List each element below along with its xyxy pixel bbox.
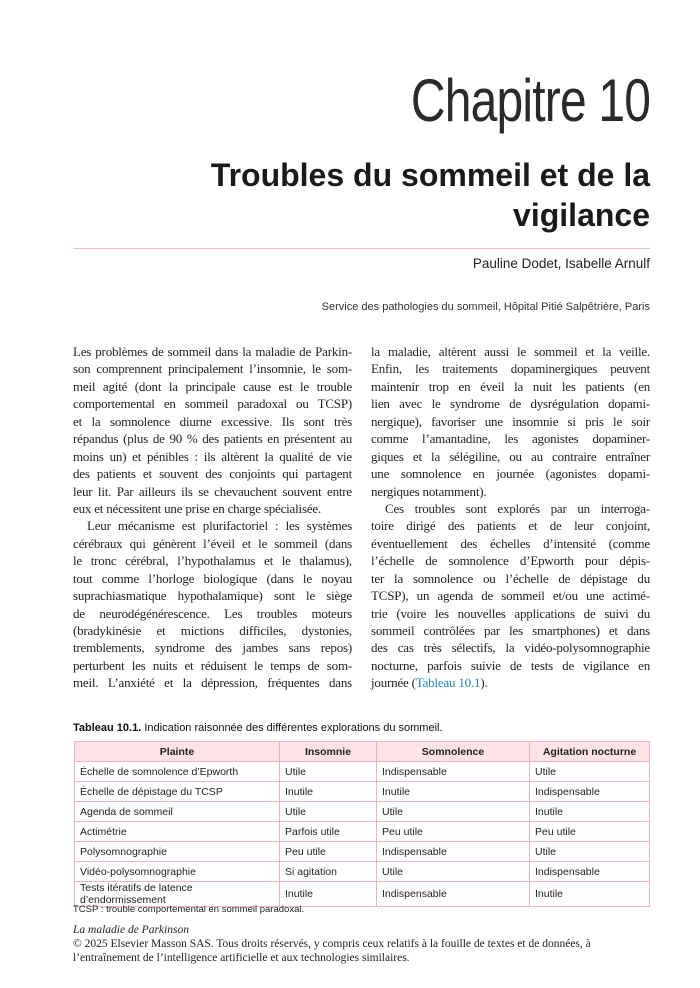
table-cell: Utile: [377, 862, 530, 882]
table-row: [75, 782, 650, 802]
text-line: perturbent les nuits et réduisent le temps de som-: [73, 657, 352, 673]
table-row: [75, 762, 650, 782]
chapter-title-line: Troubles du sommeil et de la: [210, 157, 650, 193]
table-cell: Peu utile: [377, 822, 530, 842]
text-line: sommeil contrôlées par les smartphones) et dans: [371, 623, 650, 638]
chapter-title: [130, 155, 650, 235]
table-cell: Utile: [377, 802, 530, 822]
table-cell: Inutile: [280, 882, 377, 907]
table-caption-label: Tableau 10.1.: [73, 722, 142, 734]
table-caption: [73, 722, 443, 734]
table-row: [75, 862, 650, 882]
book-title: La maladie de Parkinson: [73, 924, 189, 936]
text-line: et la somnolence diurne excessive. Ils sont très: [73, 413, 352, 429]
table-row: [75, 882, 650, 907]
text-line: de neurodégénérescence. Les troubles moteurs: [73, 605, 352, 621]
table-cell: Inutile: [280, 782, 377, 802]
text-line: nergiques notamment).: [371, 483, 487, 499]
exploration-table: [74, 741, 650, 907]
table-cell: Indispensable: [530, 782, 650, 802]
text-line: Les problèmes de sommeil dans la maladie de Parkin-: [73, 344, 352, 359]
body-column-left: [73, 343, 352, 692]
text-line: comme l’amantadine, les agonistes dopaminer-: [371, 431, 650, 447]
table-reference-link[interactable]: Tableau 10.1: [415, 675, 481, 691]
table-cell: Indispensable: [530, 862, 650, 882]
copyright: © 2025 Elsevier Masson SAS. Tous droits réservés, y compris ceux relatifs à la fouille de textes et de données, à l’entraînement de l’intelligence artificielle et aux technologies similaires.: [73, 938, 591, 964]
table-cell: Vidéo-polysomnographie: [75, 862, 280, 882]
text-line: éventuellement des échelles d’intensité (comme: [371, 535, 650, 551]
text-line: comportemental en sommeil paradoxal ou TCSP): [73, 396, 352, 412]
text-line: des cas très sélectifs, la vidéo-polysomnographie: [371, 640, 650, 656]
table-row: [75, 842, 650, 862]
text-line: tremblements, syndrome des jambes sans repos): [73, 640, 352, 656]
affiliation: Service des pathologies du sommeil, Hôpital Pitié Salpêtrière, Paris: [321, 301, 650, 313]
table-header-row: [75, 742, 650, 762]
text-line: le tronc cérébral, l’hypothalamus et le thalamus),: [73, 553, 352, 569]
table-cell: Utile: [530, 762, 650, 782]
page-footer: [73, 923, 653, 965]
table-cell: Peu utile: [530, 822, 650, 842]
text-line: Enfin, les traitements dopaminergiques peuvent: [371, 361, 650, 377]
text-line: suprachiasmatique hypothalamique) sont le siège: [73, 588, 352, 604]
table-row: [75, 822, 650, 842]
table-cell: Inutile: [530, 882, 650, 907]
text-line: toire dirigé des patients et de leur conjoint,: [371, 518, 650, 534]
table-cell: Agenda de sommeil: [75, 802, 280, 822]
table-cell: Polysomnographie: [75, 842, 280, 862]
text-line: eux et nécessitent une prise en charge spécialisée.: [73, 500, 322, 516]
text-line: des patients et souvent des conjoints qui partagent: [73, 466, 352, 482]
text-line: cérébraux qui génèrent l’éveil et le sommeil (dans: [73, 535, 352, 551]
text-segment: journée (: [371, 675, 416, 691]
text-line: Leur mécanisme est plurifactoriel : les systèmes: [87, 518, 352, 534]
text-line: l’échelle de somnolence d’Epworth pour dépis-: [371, 553, 650, 569]
table-cell: Actimétrie: [75, 822, 280, 842]
table-cell: Parfois utile: [280, 822, 377, 842]
text-line: meil. L’anxiété et la dépression, fréquentes dans: [73, 675, 352, 691]
text-line: TCSP), un agenda de sommeil et/ou une actimé-: [371, 588, 650, 604]
table-cell: Utile: [280, 762, 377, 782]
title-divider: [73, 248, 650, 249]
table-cell: Utile: [530, 842, 650, 862]
table-caption-text: Indication raisonnée des différentes explorations du sommeil.: [141, 722, 443, 734]
authors: Pauline Dodet, Isabelle Arnulf: [472, 256, 650, 271]
text-line: Ces troubles sont explorés par un interroga-: [385, 500, 650, 516]
table-cell: Indispensable: [377, 762, 530, 782]
table-header-cell: Somnolence: [377, 742, 530, 762]
table-cell: Tests itératifs de latence d’endormissement: [75, 882, 280, 907]
chapter-title-line: vigilance: [513, 197, 650, 233]
text-segment: ).: [480, 675, 488, 691]
text-line: répandus (plus de 90 % des patients en présentent au: [73, 431, 352, 447]
text-line: nocturne, parfois suivie de tests de vigilance en: [371, 657, 650, 673]
table-cell: Indispensable: [377, 842, 530, 862]
text-line: lien avec le syndrome de dysrégulation dopami-: [371, 396, 650, 412]
table-row: [75, 802, 650, 822]
table-note: TCSP : trouble comportemental en sommeil paradoxal.: [73, 904, 305, 915]
table-cell: Échelle de dépistage du TCSP: [75, 782, 280, 802]
table-cell: Peu utile: [280, 842, 377, 862]
text-line: (bradykinésie et mictions difficiles, dystonies,: [73, 623, 352, 638]
table-cell: Échelle de somnolence d’Epworth: [75, 762, 280, 782]
text-line: trie (voire les nouvelles applications de suivi du: [371, 605, 650, 621]
text-line: leur lit. Par ailleurs ils se chevauchent souvent entre: [73, 483, 352, 499]
table-cell: Inutile: [377, 782, 530, 802]
text-line: giques et la sélégiline, ou au contraire entraîner: [371, 448, 650, 464]
text-line: nergique), favoriser une insomnie si pris le soir: [371, 413, 650, 429]
text-line: moins un) et pénibles : ils altèrent la qualité de vie: [73, 448, 352, 464]
text-line: la maladie, altèrent aussi le sommeil et la veille.: [371, 344, 650, 359]
text-line: maintenir trop en éveil la nuit les patients (en: [371, 378, 650, 394]
table-header-cell: Plainte: [75, 742, 280, 762]
text-line: [371, 674, 650, 691]
body-column-right: [371, 343, 650, 692]
text-line: meil agité (dont la principale cause est le trouble: [73, 378, 352, 394]
chapter-number: Chapitre 10: [410, 67, 650, 134]
text-line: son comprennent principalement l’insomnie, le som-: [73, 361, 352, 377]
table-cell: Si agitation: [280, 862, 377, 882]
table-cell: Utile: [280, 802, 377, 822]
table-header-cell: Insomnie: [280, 742, 377, 762]
text-line: ter la somnolence ou l’échelle de dépistage du: [371, 570, 650, 586]
table-header-cell: Agitation nocturne: [530, 742, 650, 762]
table-cell: Inutile: [530, 802, 650, 822]
text-line: tout comme l’horloge biologique (dans le noyau: [73, 570, 352, 586]
text-line: une somnolence en journée (agonistes dopami-: [371, 466, 650, 482]
table-cell: Indispensable: [377, 882, 530, 907]
